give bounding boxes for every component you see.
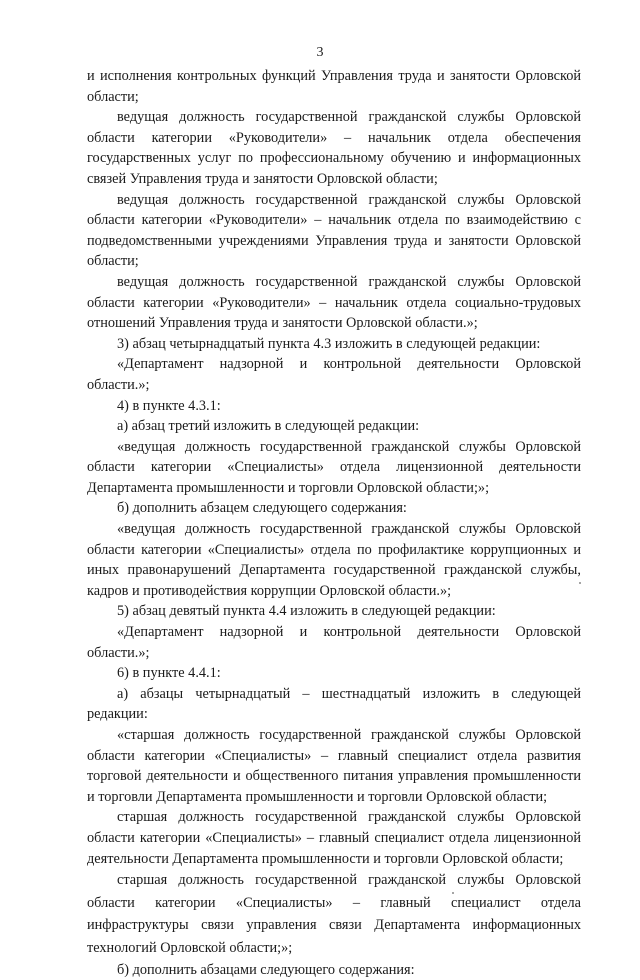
scan-speck bbox=[579, 582, 581, 584]
paragraph-subitem-b: б) дополнить абзацем следующего содержания: bbox=[117, 500, 407, 517]
paragraph: ведущая должность государственной гражданской службы Орловской области категории «Руководители» – начальник отдела по взаимодействию с подведомственными учреждениями Управления труда и занятости Орловской области; bbox=[87, 191, 581, 270]
paragraph-item-4: 4) в пункте 4.3.1: bbox=[117, 397, 221, 414]
paragraph: ведущая должность государственной гражданской службы Орловской области категории «Руководители» – начальник отдела обеспечения государственных услуг по профессиональному обучению и информационных связей Управления труда и занятости Орловской области; bbox=[87, 109, 581, 187]
paragraph: старшая должность государственной гражданской службы Орловской области категории «Специалисты» – главный специалист отдела инфраструктуры связи управления связи Департамента информационных технологий Орловской области;»; bbox=[87, 872, 581, 956]
paragraph-item-3: 3) абзац четырнадцатый пункта 4.3 изложить в следующей редакции: bbox=[117, 335, 541, 352]
paragraph-quote: «Департамент надзорной и контрольной деятельности Орловской области.»; bbox=[87, 624, 581, 661]
paragraph-quote: «ведущая должность государственной гражданской службы Орловской области категории «Специалисты» отдела лицензионной деятельности Департамента промышленности и торговли Орловской области;»; bbox=[87, 438, 581, 496]
paragraph-subitem-a: а) абзацы четырнадцатый – шестнадцатый изложить в следующей редакции: bbox=[87, 685, 581, 723]
paragraph-item-5: 5) абзац девятый пункта 4.4 изложить в следующей редакции: bbox=[117, 603, 496, 620]
paragraph-subitem-b: б) дополнить абзацами следующего содержания: bbox=[117, 961, 415, 978]
page-number: 3 bbox=[316, 45, 324, 60]
paragraph: старшая должность государственной гражданской службы Орловской области категории «Специалисты» – главный специалист отдела лицензионной деятельности Департамента промышленности и торговли Орловской области; bbox=[87, 809, 581, 867]
document-body bbox=[87, 66, 581, 980]
paragraph-item-6: 6) в пункте 4.4.1: bbox=[117, 665, 221, 682]
paragraph: ведущая должность государственной гражданской службы Орловской области категории «Руководители» – начальник отдела социально-трудовых отношений Управления труда и занятости Орловской области.»; bbox=[87, 273, 581, 332]
paragraph-quote: «старшая должность государственной гражданской службы Орловской области категории «Специалисты» – главный специалист отдела развития торговой деятельности и общественного питания управления промышленности и торговли Департамента промышленности и торговли Орловской области; bbox=[87, 727, 581, 805]
paragraph-quote: «Департамент надзорной и контрольной деятельности Орловской области.»; bbox=[87, 356, 581, 393]
paragraph-subitem-a: а) абзац третий изложить в следующей редакции: bbox=[117, 418, 420, 435]
paragraph-continuation: и исполнения контрольных функций Управления труда и занятости Орловской области; bbox=[87, 68, 581, 105]
paragraph-quote: «ведущая должность государственной гражданской службы Орловской области категории «Специалисты» отдела по профилактике коррупционных и иных правонарушений Департамента государственной гражданской службы, кадров и противодействия коррупции Орловской области.»; bbox=[87, 521, 581, 599]
scan-speck bbox=[452, 892, 454, 894]
